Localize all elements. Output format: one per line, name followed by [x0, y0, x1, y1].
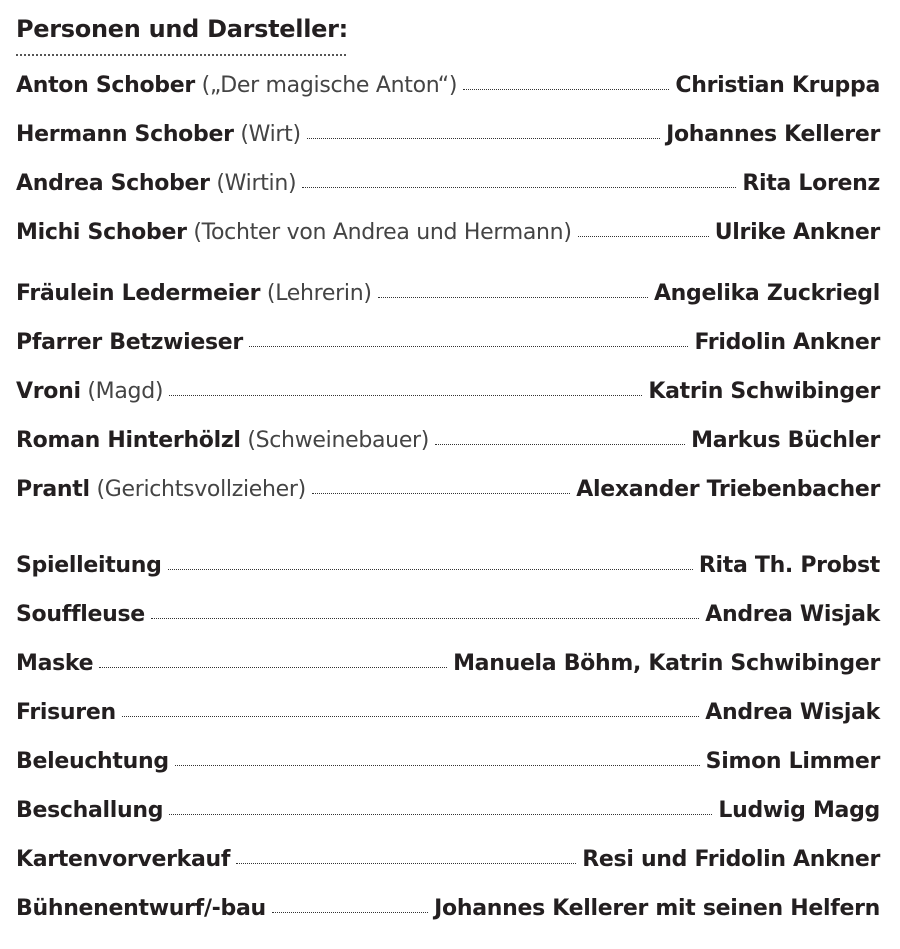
credit-person: Ulrike Ankner: [714, 220, 880, 245]
credit-person: Markus Büchler: [691, 428, 880, 453]
role-description: (Gerichtsvollzieher): [89, 477, 306, 502]
dotted-leader: [151, 618, 699, 619]
role-name: Prantl: [16, 477, 90, 502]
role-description: (Magd): [80, 379, 164, 404]
credit-role: [16, 698, 116, 728]
credit-person: Fridolin Ankner: [694, 330, 880, 355]
dotted-leader: [236, 863, 576, 864]
credit-row: [16, 169, 880, 218]
credit-row: [16, 120, 880, 169]
credit-role: [16, 328, 243, 358]
dotted-leader: [169, 395, 642, 396]
credit-row: [16, 377, 880, 426]
credit-role: [16, 845, 230, 875]
dotted-leader: [169, 814, 712, 815]
credit-role: [16, 649, 93, 679]
credit-role: [16, 218, 572, 248]
credit-row: [16, 218, 880, 267]
credit-row: [16, 894, 880, 943]
role-name: Fräulein Ledermeier: [16, 281, 261, 306]
dotted-leader: [378, 297, 648, 298]
role-name: Frisuren: [16, 700, 116, 725]
heading-dotted-rule: [16, 54, 346, 56]
role-description: („Der magische Anton“): [194, 73, 458, 98]
credit-row: [16, 649, 880, 698]
credit-role: [16, 475, 306, 505]
role-name: Spielleitung: [16, 553, 162, 578]
dotted-leader: [175, 765, 700, 766]
credit-role: [16, 377, 163, 407]
role-name: Beschallung: [16, 798, 164, 823]
credit-role: [16, 120, 301, 150]
credit-role: [16, 894, 266, 924]
dotted-leader: [307, 138, 660, 139]
credit-person: Andrea Wisjak: [705, 700, 880, 725]
dotted-leader: [99, 667, 447, 668]
credit-person: Angelika Zuckriegl: [653, 281, 880, 306]
role-name: Maske: [16, 651, 94, 676]
cast-group-main: [16, 71, 880, 267]
credit-row: [16, 551, 880, 600]
credit-person: Ludwig Magg: [718, 798, 880, 823]
dotted-leader: [312, 493, 570, 494]
credit-person: Rita Th. Probst: [698, 553, 880, 578]
cast-group-supporting: [16, 279, 880, 524]
dotted-leader: [249, 346, 689, 347]
dotted-leader: [168, 569, 693, 570]
credit-row: [16, 475, 880, 524]
credit-role: [16, 169, 296, 199]
role-name: Hermann Schober: [16, 122, 234, 147]
credit-person: Christian Kruppa: [675, 73, 880, 98]
role-name: Beleuchtung: [16, 749, 169, 774]
credit-person: Alexander Triebenbacher: [576, 477, 880, 502]
dotted-leader: [435, 444, 685, 445]
role-name: Andrea Schober: [16, 171, 210, 196]
role-name: Vroni: [16, 379, 81, 404]
credit-person: Manuela Böhm, Katrin Schwibinger: [453, 651, 880, 676]
credit-row: [16, 747, 880, 796]
credit-row: [16, 328, 880, 377]
role-description: (Tochter von Andrea und Hermann): [186, 220, 572, 245]
crew-group: [16, 551, 880, 943]
role-description: (Wirt): [233, 122, 301, 147]
dotted-leader: [578, 236, 709, 237]
role-name: Michi Schober: [16, 220, 187, 245]
role-description: (Schweinebauer): [240, 428, 430, 453]
credit-role: [16, 551, 162, 581]
credit-row: [16, 845, 880, 894]
credit-row: [16, 698, 880, 747]
credit-person: Rita Lorenz: [742, 171, 880, 196]
credit-role: [16, 600, 145, 630]
credit-row: [16, 71, 880, 120]
credit-row: [16, 279, 880, 328]
cast-list-page: [16, 0, 880, 943]
credit-row: [16, 600, 880, 649]
credit-person: Johannes Kellerer: [666, 122, 880, 147]
credit-person: Resi und Fridolin Ankner: [582, 847, 880, 872]
credit-role: [16, 426, 429, 456]
page-heading: Personen und Darsteller:: [16, 15, 348, 43]
dotted-leader: [302, 187, 736, 188]
dotted-leader: [122, 716, 699, 717]
credit-person: Johannes Kellerer mit seinen Helfern: [434, 896, 880, 921]
role-name: Souffleuse: [16, 602, 145, 627]
credit-row: [16, 796, 880, 845]
role-description: (Lehrerin): [260, 281, 372, 306]
credit-person: Katrin Schwibinger: [648, 379, 880, 404]
credit-role: [16, 796, 163, 826]
role-name: Anton Schober: [16, 73, 195, 98]
role-description: (Wirtin): [209, 171, 297, 196]
credit-role: [16, 279, 372, 309]
credit-row: [16, 426, 880, 475]
credit-person: Simon Limmer: [705, 749, 880, 774]
role-name: Kartenvorverkauf: [16, 847, 231, 872]
role-name: Roman Hinterhölzl: [16, 428, 241, 453]
role-name: Pfarrer Betzwieser: [16, 330, 243, 355]
credit-role: [16, 747, 169, 777]
dotted-leader: [463, 89, 669, 90]
credit-person: Andrea Wisjak: [705, 602, 880, 627]
dotted-leader: [272, 912, 428, 913]
credit-role: [16, 71, 457, 101]
role-name: Bühnenentwurf/-bau: [16, 896, 266, 921]
